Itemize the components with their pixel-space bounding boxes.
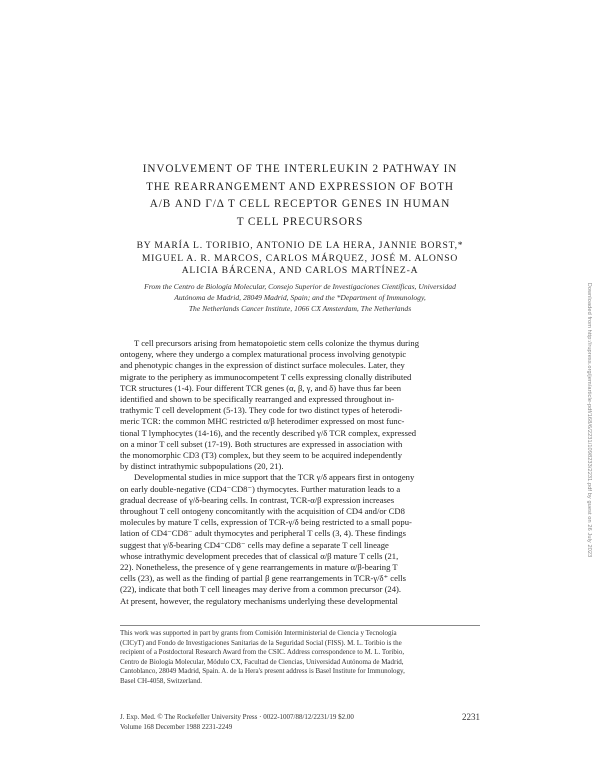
footnote-line: This work was supported in part by grants from Comisión Interministerial de Ciencia y Tecnología (120, 629, 397, 637)
affiliation-line: From the Centro de Biología Molecular, Consejo Superior de Investigaciones Científicas, Universidad (144, 282, 456, 291)
text-line: on early double-negative (CD4⁻CD8⁻) thymocytes. Further maturation leads to a (120, 483, 401, 494)
text-line: meric TCR: the common MHC restricted α/β heterodimer expressed on most func- (120, 416, 405, 427)
download-watermark (584, 250, 594, 590)
title-line: T CELL PRECURSORS (236, 215, 364, 228)
paragraph-2 (120, 472, 480, 606)
text-line: by distinct intrathymic subpopulations (20, 21). (120, 461, 284, 472)
text-line: identified and shown to be specifically rearranged and expressed throughout in- (120, 394, 394, 405)
text-line: the monomorphic CD3 (T3) complex, but they seem to be acquired independently (120, 450, 403, 461)
author-line: BY MARÍA L. TORIBIO, ANTONIO DE LA HERA, JANNIE BORST,* (136, 240, 464, 251)
footnote-line: recipient of a Postdoctoral Research Award from the CSIC. Address correspondence to M. L. Toribio, (120, 648, 405, 657)
body-text (120, 338, 480, 607)
title-line: Α/Β AND Γ/Δ T CELL RECEPTOR GENES IN HUMAN (149, 198, 451, 210)
author-line: ALICIA BÁRCENA, AND CARLOS MARTÍNEZ-A (181, 265, 419, 276)
text-line: trathymic T cell development (5-13). They code for two distinct types of heterodi- (120, 405, 403, 416)
text-line: whose intrathymic development precedes that of classical α/β mature T cells (21, (120, 550, 399, 561)
text-line: 22). Nonetheless, the presence of γ gene rearrangements in mature α/β-bearing T (120, 562, 398, 573)
text-line: molecules by mature T cells, expression of TCR-γ/δ being restricted to a small popu- (120, 517, 412, 528)
text-line: lation of CD4⁻CD8⁻ adult thymocytes and peripheral T cells (3, 4). These findings (120, 528, 406, 539)
text-line: suggest that γ/δ-bearing CD4⁻CD8⁻ cells may define a separate T cell lineage (120, 539, 389, 550)
text-line: TCR structures (1-4). Four different TCR genes (α, β, γ, and δ) have thus far been (120, 382, 402, 393)
affiliation (130, 281, 470, 314)
author-line: MIGUEL A. R. MARCOS, CARLOS MÁRQUEZ, JOSÉ M. ALONSO (141, 252, 459, 264)
article-title (120, 161, 480, 231)
text-line: ontogeny, where they undergo a complex maturational process involving genotypic (120, 349, 407, 360)
text-line: cells (23), as well as the finding of partial β gene rearrangements in TCR-γ/δ⁺ cells (120, 573, 407, 584)
footnote-line: Cantoblanco, 28049 Madrid, Spain. A. de la Hera's present address is Basel Institute for Immunology, (120, 667, 405, 676)
affiliation-line: The Netherlands Cancer Institute, 1066 CX Amsterdam, The Netherlands (188, 304, 412, 313)
text-line: At present, however, the regulatory mechanisms underlying these developmental (120, 595, 398, 606)
footnote-line: (CICyT) and Fondo de Investigaciones Sanitarias de la Seguridad Social (FISS). M. L. Toribio is the (120, 638, 402, 647)
text-line: (22), indicate that both T cell lineages may derive from a common precursor (24). (120, 584, 402, 595)
paragraph-1 (120, 338, 480, 472)
volume-line: Volume 168 December 1988 2231-2249 (120, 722, 233, 731)
text-line: gradual decrease of γ/δ-bearing cells. In contrast, TCR-α/β expression increases (120, 494, 395, 505)
title-line: THE REARRANGEMENT AND EXPRESSION OF BOTH (146, 180, 454, 193)
text-line: tional T lymphocytes (14-16), and the recently described γ/δ TCR complex, expressed (120, 427, 417, 438)
footnote (120, 629, 480, 687)
journal-footer (120, 713, 480, 732)
text-line: Developmental studies in mice support that the TCR γ/δ appears first in ontogeny (134, 472, 415, 483)
affiliation-line: Autónoma de Madrid, 28049 Madrid, Spain; and the *Department of Immunology, (174, 293, 426, 302)
footnote-line: Basel CH-4058, Switzerland. (120, 676, 203, 685)
text-line: migrate to the periphery as immunocompetent T cells expressing clonally distributed (120, 371, 412, 382)
text-line: throughout T cell ontogeny concomitantly with the acquisition of CD4 and/or CD8 (120, 506, 405, 517)
footnote-divider (120, 625, 480, 626)
text-line: and phenotypic changes in the expression of distinct surface molecules. Later, they (120, 360, 405, 371)
title-line: INVOLVEMENT OF THE INTERLEUKIN 2 PATHWAY IN (142, 163, 458, 175)
text-line: T cell precursors arising from hematopoietic stem cells colonize the thymus during (134, 338, 420, 348)
download-watermark-text: Downloaded from http://rupress.org/jem/article-pdf/168/6/2231/1098233/2231.pdf by guest on 26 July 2023 (586, 282, 592, 558)
footnote-line: Centro de Biología Molecular, Módulo CX, Facultad de Ciencias, Universidad Autónoma de Madrid, (120, 657, 404, 666)
author-list (120, 240, 480, 278)
text-line: on a minor T cell subset (17-19). Both structures are expressed in association with (120, 438, 403, 449)
journal-citation: J. Exp. Med. © The Rockefeller University Press · 0022-1007/88/12/2231/19 $2.00 (120, 713, 354, 721)
page-number: 2231 (462, 712, 480, 722)
